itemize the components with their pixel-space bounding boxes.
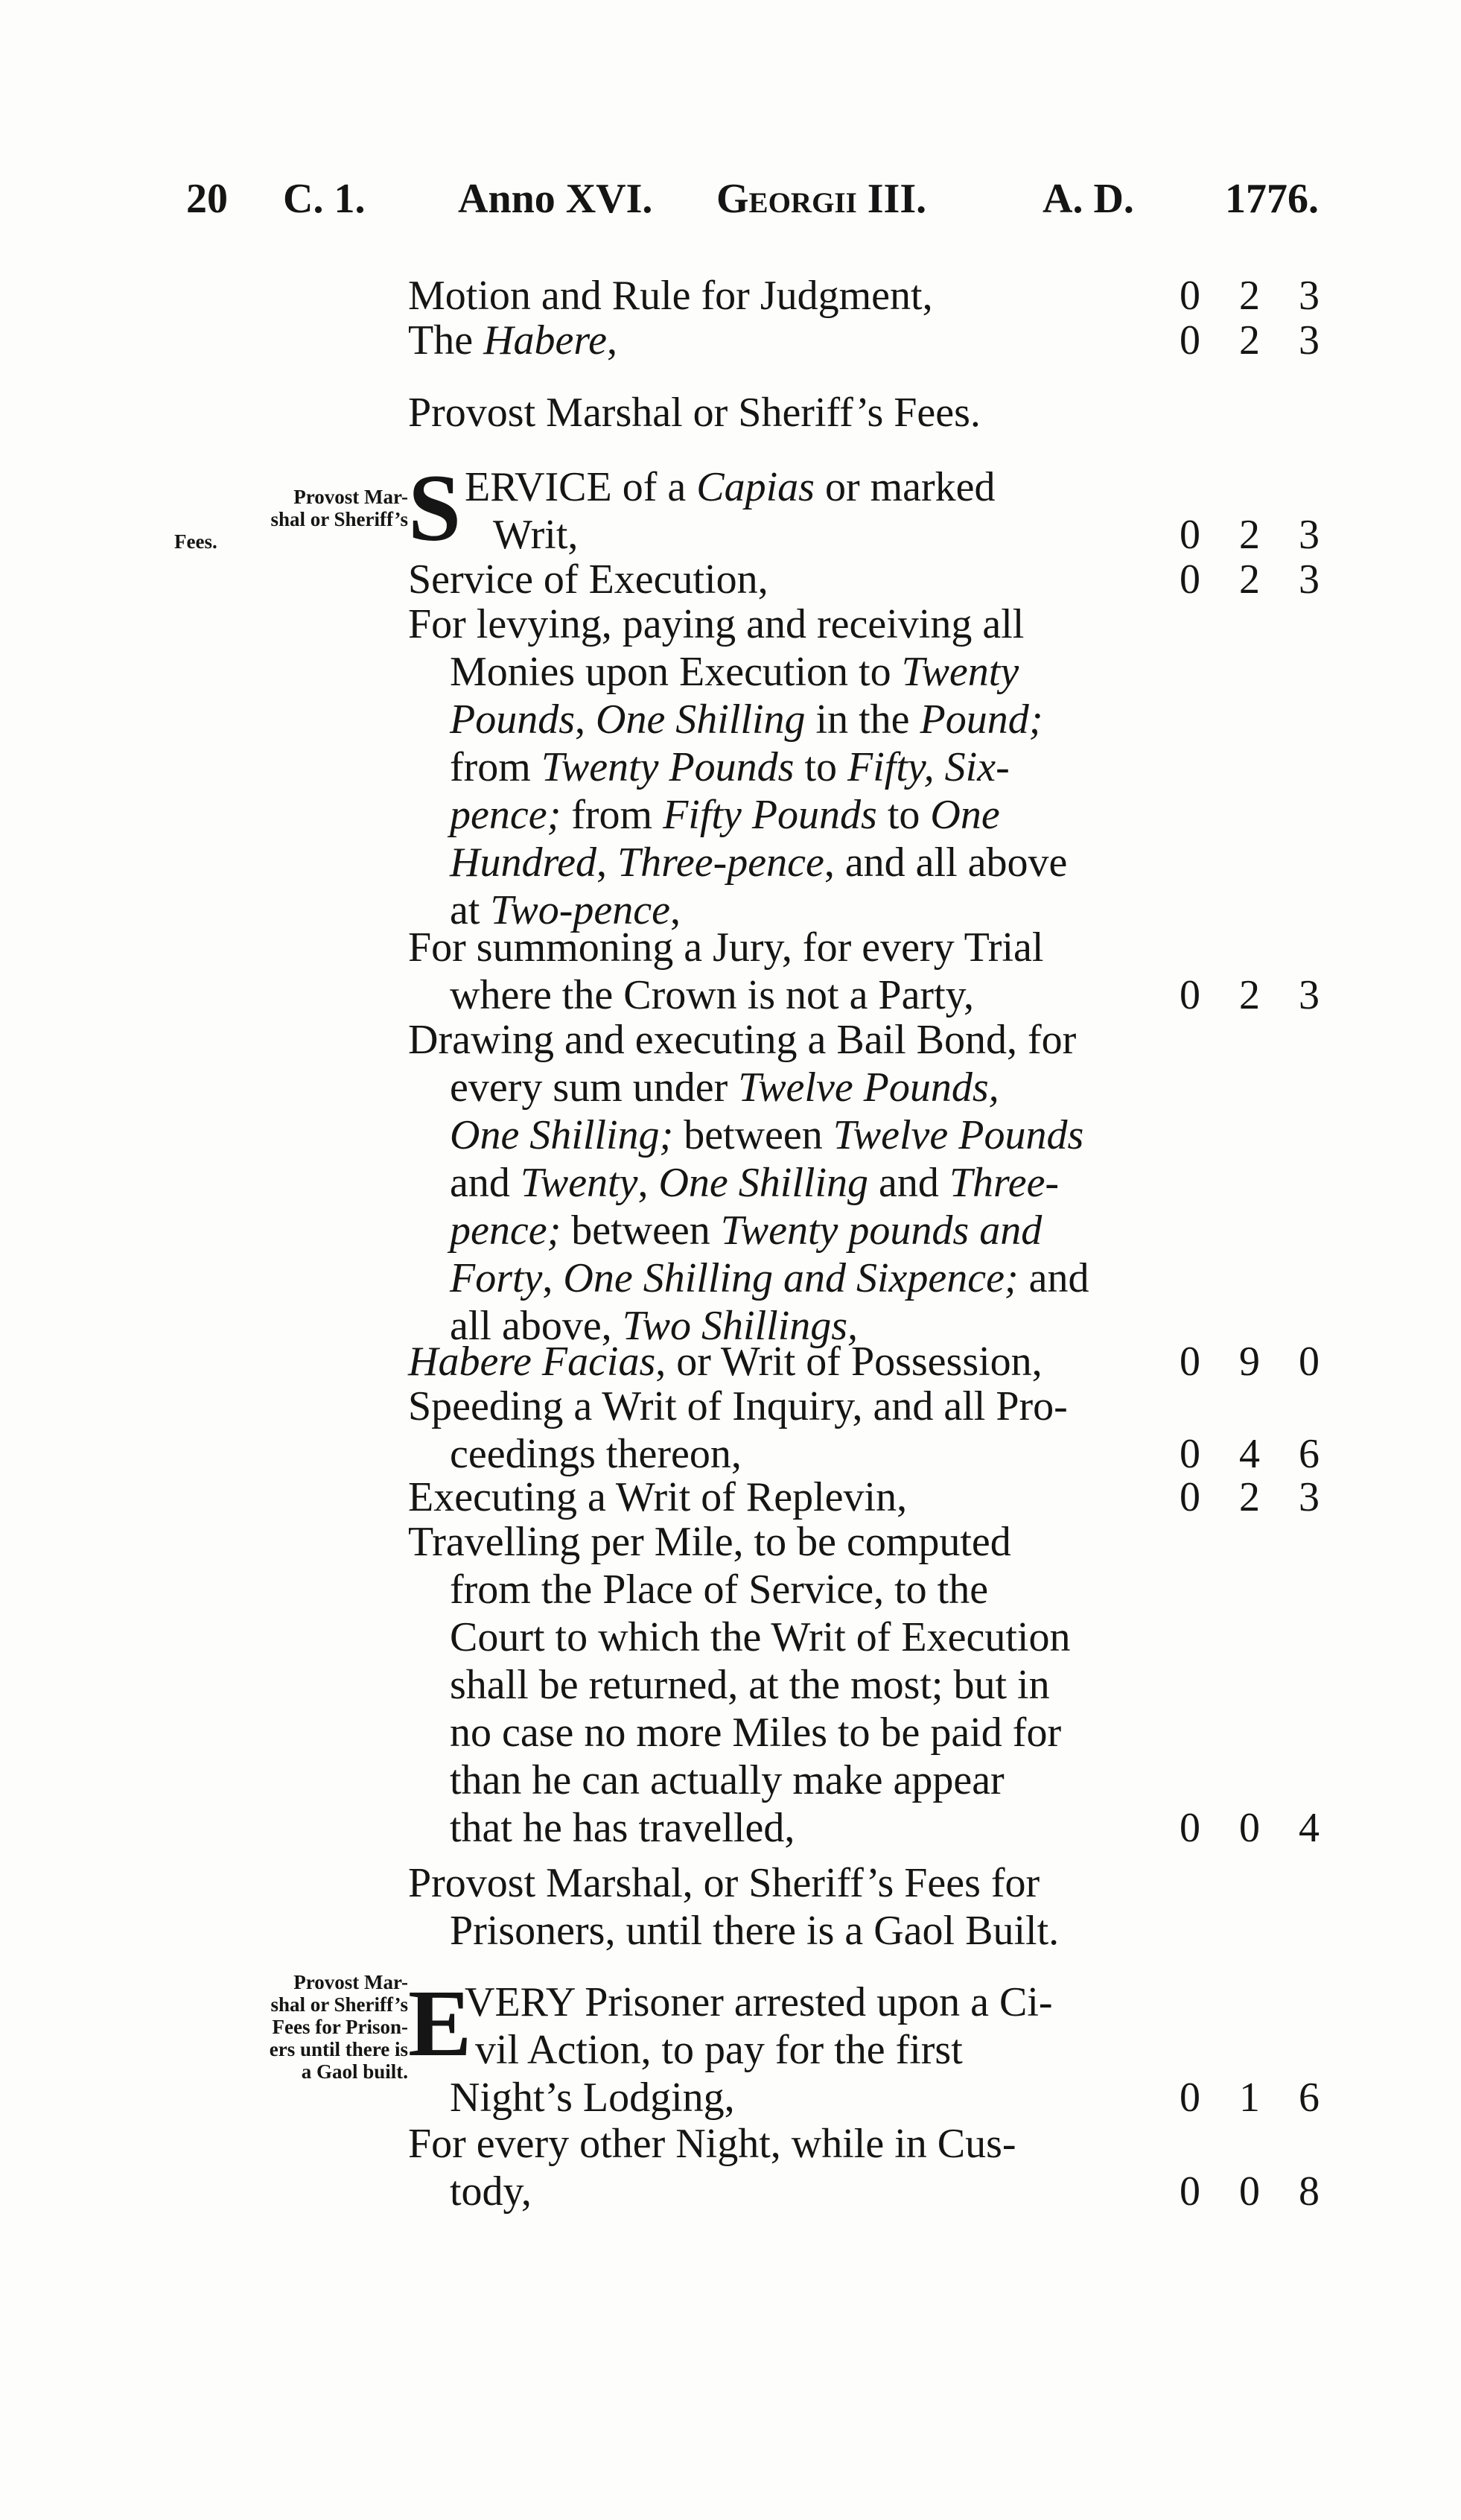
pounds: 0 — [1180, 972, 1200, 1018]
shillings: 2 — [1239, 273, 1260, 319]
pence: 3 — [1299, 1474, 1320, 1520]
margin-note-provost-fees — [170, 486, 408, 553]
text-italic: Pound; — [920, 696, 1043, 743]
text-part: at — [450, 887, 491, 933]
shillings: 2 — [1239, 556, 1260, 603]
fee-text: VERY Prisoner arrested upon a Ci- — [465, 1979, 1053, 2025]
fee-text — [408, 1064, 1138, 1111]
text-part: in the — [805, 696, 920, 743]
fee-text — [408, 317, 1138, 364]
fee-text: Travelling per Mile, to be computed — [408, 1519, 1011, 1565]
pence: 0 — [1299, 1339, 1320, 1385]
text-part: between — [673, 1112, 833, 1158]
pence: 6 — [1299, 1431, 1320, 1477]
text-italic: Twelve Pounds — [833, 1112, 1084, 1158]
section-heading-provost-fees: Provost Marshal or Sheriff’s Fees. — [408, 390, 981, 436]
fee-text — [408, 1254, 1138, 1302]
pence: 3 — [1299, 512, 1320, 558]
text-part: and — [450, 1160, 521, 1206]
fee-text: Writ, — [493, 512, 579, 558]
text-italic: Twelve Pounds, — [738, 1064, 999, 1111]
fee-text: Executing a Writ of Replevin, — [408, 1474, 908, 1520]
fee-text: tody, — [450, 2168, 532, 2215]
fee-text: shall be returned, at the most; but in — [450, 1662, 1050, 1708]
margin-line: Fees. — [174, 530, 217, 553]
pounds: 0 — [1180, 273, 1200, 319]
anno-domini: A. D. — [1043, 176, 1134, 222]
fee-amount — [1160, 1430, 1339, 1478]
fee-text: For every other Night, while in Cus- — [408, 2121, 1016, 2167]
shillings: 0 — [1239, 1805, 1260, 1851]
pounds: 0 — [1180, 512, 1200, 558]
text-italic: Three-pence — [617, 840, 824, 886]
fee-amount — [1160, 2074, 1339, 2121]
fee-amount — [1160, 556, 1339, 603]
margin-line: Fees for Prison- — [272, 2016, 408, 2038]
text-part: , or Writ of Possession, — [655, 1339, 1043, 1385]
pounds: 0 — [1180, 1805, 1200, 1851]
fee-amount — [1160, 511, 1339, 559]
text-part: between — [561, 1207, 721, 1254]
regnal-year: Anno XVI. — [458, 176, 653, 222]
text-italic: Twenty pounds and — [720, 1207, 1043, 1254]
text-part: Monies upon Execution to — [450, 649, 902, 695]
fee-text: Service of Execution, — [408, 556, 768, 603]
section-heading-prisoner-fees — [408, 1859, 1059, 1955]
text-italic: Three- — [949, 1160, 1060, 1206]
text-italic: pence; — [450, 1207, 561, 1254]
text-italic: Two-pence — [490, 887, 670, 933]
shillings: 2 — [1239, 1474, 1260, 1520]
chapter-ref: C. 1. — [283, 176, 366, 222]
text-part: to — [794, 744, 848, 790]
fee-text: from the Place of Service, to the — [450, 1567, 989, 1613]
fee-amount — [1160, 272, 1339, 320]
text-italic: Hundred — [450, 840, 597, 886]
shillings: 2 — [1239, 317, 1260, 364]
fee-text: For levying, paying and receiving all — [408, 601, 1025, 647]
fee-text: that he has travelled, — [450, 1805, 795, 1851]
fee-text — [408, 1111, 1138, 1159]
pounds: 0 — [1180, 1474, 1200, 1520]
text-part: , and all above — [824, 840, 1068, 886]
text-part: , — [596, 840, 618, 886]
fee-text — [408, 648, 1138, 696]
text-part: , — [606, 317, 617, 364]
margin-line: Provost Mar- — [293, 486, 408, 508]
text-part: , — [542, 1255, 564, 1301]
shillings: 2 — [1239, 512, 1260, 558]
text-italic: One Shilling — [596, 696, 806, 743]
margin-line: shal or Sheriff’s — [270, 1993, 408, 2016]
text-italic: Fifty Pounds — [663, 792, 877, 838]
text-part: from — [450, 744, 541, 790]
margin-line: ers until there is — [269, 2038, 408, 2060]
fee-text: For summoning a Jury, for every Trial — [408, 924, 1044, 971]
fee-text: than he can actually make appear — [450, 1757, 1005, 1803]
shillings: 9 — [1239, 1339, 1260, 1385]
text-part: or marked — [824, 464, 996, 510]
fee-text — [408, 1338, 1138, 1386]
fee-text: where the Crown is not a Party, — [450, 972, 974, 1018]
text-italic: Twenty Pounds — [541, 744, 795, 790]
fee-text: Motion and Rule for Judgment, — [408, 273, 933, 319]
heading-line: Provost Marshal, or Sheriff’s Fees for — [408, 1860, 1040, 1906]
fee-amount — [1160, 317, 1339, 364]
fee-amount — [1160, 1338, 1339, 1386]
text-part: and — [1018, 1255, 1089, 1301]
pounds: 0 — [1180, 1431, 1200, 1477]
text-part: , — [669, 887, 681, 933]
shillings: 0 — [1239, 2168, 1260, 2215]
text-part: all above, — [450, 1303, 623, 1349]
text-part: ERVICE of a — [465, 464, 687, 510]
margin-line: shal or Sheriff’s — [270, 508, 408, 530]
drop-cap: E — [408, 1970, 472, 2076]
pence: 8 — [1299, 2168, 1320, 2215]
pence: 3 — [1299, 556, 1320, 603]
fee-amount — [1160, 1804, 1339, 1852]
pence: 3 — [1299, 317, 1320, 364]
fee-text — [408, 1159, 1138, 1207]
fee-text: vil Action, to pay for the first — [475, 2027, 963, 2073]
fee-amount — [1160, 971, 1339, 1019]
text-italic: One Shilling — [658, 1160, 868, 1206]
fee-text — [408, 791, 1138, 839]
pounds: 0 — [1180, 2075, 1200, 2121]
text-italic: Pounds — [450, 696, 575, 743]
text-italic: Fifty, Six- — [847, 744, 1010, 790]
margin-note-prisoner-fees — [170, 1971, 408, 2083]
text-italic: Habere Facias — [408, 1339, 656, 1385]
text-italic: Capias — [696, 464, 815, 510]
fee-amount — [1160, 1473, 1339, 1521]
shillings: 2 — [1239, 972, 1260, 1018]
pounds: 0 — [1180, 2168, 1200, 2215]
pounds: 0 — [1180, 1339, 1200, 1385]
margin-line: Provost Mar- — [293, 1971, 408, 1993]
text-italic: pence; — [450, 792, 561, 838]
text-part: , — [575, 696, 596, 743]
pence: 3 — [1299, 273, 1320, 319]
page-number: 20 — [186, 176, 228, 222]
fee-text: Drawing and executing a Bail Bond, for — [408, 1017, 1077, 1063]
fee-text — [408, 696, 1138, 743]
year: 1776. — [1225, 176, 1319, 222]
shillings: 4 — [1239, 1431, 1260, 1477]
text-italic: Twenty — [520, 1160, 638, 1206]
pounds: 0 — [1180, 317, 1200, 364]
fee-text — [408, 743, 1138, 791]
monarch: Georgii III. — [716, 176, 927, 222]
pence: 6 — [1299, 2075, 1320, 2121]
fee-text: ceedings thereon, — [450, 1431, 742, 1477]
drop-cap: S — [408, 455, 462, 561]
fee-text — [408, 1207, 1138, 1254]
pence: 4 — [1299, 1805, 1320, 1851]
text-part: to — [876, 792, 931, 838]
fee-text: Speeding a Writ of Inquiry, and all Pro- — [408, 1383, 1068, 1429]
text-italic: One Shilling; — [450, 1112, 674, 1158]
text-part: The — [408, 317, 484, 364]
fee-amount — [1160, 2168, 1339, 2215]
fee-text: Court to which the Writ of Execution — [450, 1614, 1071, 1660]
text-part: every sum under — [450, 1064, 739, 1111]
pounds: 0 — [1180, 556, 1200, 603]
heading-line: Prisoners, until there is a Gaol Built. — [450, 1908, 1060, 1954]
text-italic: Forty — [450, 1255, 543, 1301]
fee-text — [465, 463, 1138, 511]
fee-text: Night’s Lodging, — [450, 2075, 735, 2121]
pence: 3 — [1299, 972, 1320, 1018]
fee-text — [408, 839, 1138, 886]
fee-text: no case no more Miles to be paid for — [450, 1710, 1062, 1756]
text-italic: Two Shillings, — [622, 1303, 859, 1349]
text-italic: One — [930, 792, 1000, 838]
text-italic: Twenty — [901, 649, 1019, 695]
text-part: , — [637, 1160, 659, 1206]
text-part: from — [561, 792, 663, 838]
margin-line: a Gaol built. — [301, 2060, 408, 2083]
text-italic: One Shilling and Sixpence; — [563, 1255, 1019, 1301]
text-italic: Habere — [483, 317, 607, 364]
text-part: and — [868, 1160, 949, 1206]
running-header — [0, 175, 1461, 235]
shillings: 1 — [1239, 2075, 1260, 2121]
